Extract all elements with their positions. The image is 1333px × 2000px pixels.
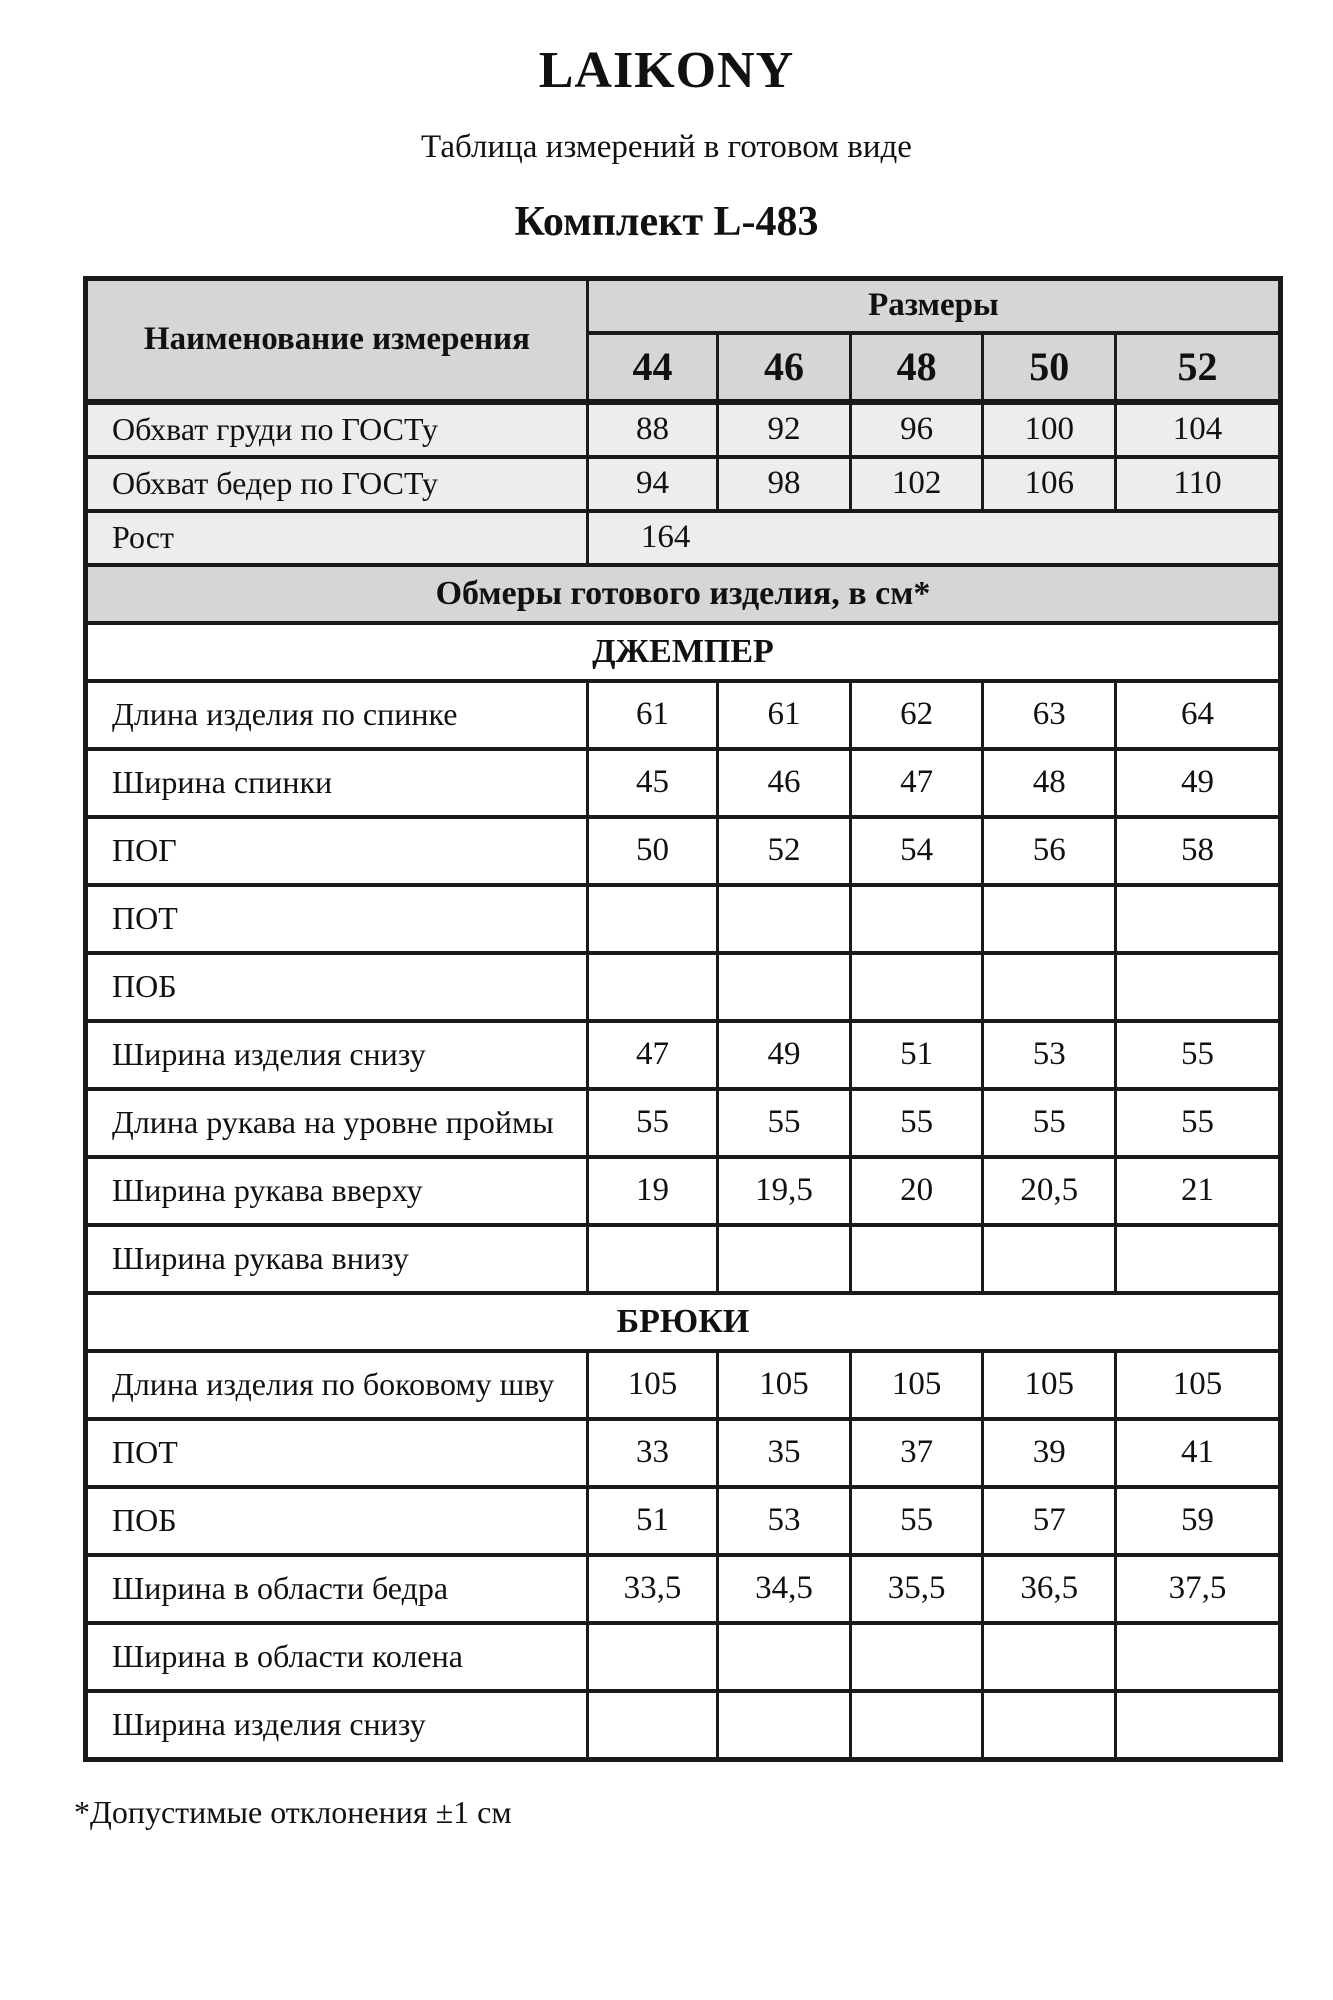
- row-value: 96: [850, 402, 983, 457]
- measurement-table: [83, 276, 1283, 1762]
- row-value: 46: [718, 749, 851, 817]
- row-value: 41: [1116, 1419, 1281, 1487]
- row-value: 56: [983, 817, 1116, 885]
- row-value: [1116, 1623, 1281, 1691]
- row-value: 49: [1116, 749, 1281, 817]
- table-row: [86, 749, 1281, 817]
- row-value: 98: [718, 457, 851, 511]
- row-label: Длина изделия по спинке: [86, 681, 588, 749]
- table-row: [86, 1157, 1281, 1225]
- row-value: [1116, 1225, 1281, 1293]
- row-value: [718, 1691, 851, 1760]
- table-row: [86, 953, 1281, 1021]
- row-value: 92: [718, 402, 851, 457]
- footnote: *Допустимые отклонения ±1 см: [74, 1793, 512, 1830]
- table-row: [86, 1691, 1281, 1760]
- row-value: 105: [718, 1351, 851, 1419]
- row-value: 55: [718, 1089, 851, 1157]
- size-col-header: 48: [850, 333, 983, 402]
- row-value: 64: [1116, 681, 1281, 749]
- row-value: 37,5: [1116, 1555, 1281, 1623]
- section-header: БРЮКИ: [86, 1293, 1281, 1351]
- table-row: [86, 623, 1281, 681]
- row-value: 105: [983, 1351, 1116, 1419]
- row-value: 52: [718, 817, 851, 885]
- row-label: Ширина рукава внизу: [86, 1225, 588, 1293]
- row-value: 19: [587, 1157, 717, 1225]
- table-row: [86, 885, 1281, 953]
- row-label: ПОТ: [86, 1419, 588, 1487]
- row-value: [718, 953, 851, 1021]
- table-row: [86, 1351, 1281, 1419]
- table-body: [86, 402, 1281, 1760]
- row-value: 55: [1116, 1089, 1281, 1157]
- table-row: [86, 1555, 1281, 1623]
- row-value: 19,5: [718, 1157, 851, 1225]
- row-value: [1116, 1691, 1281, 1760]
- row-value: 54: [850, 817, 983, 885]
- row-value: 105: [587, 1351, 717, 1419]
- row-label: ПОБ: [86, 1487, 588, 1555]
- row-value: [587, 1691, 717, 1760]
- row-value: [983, 1623, 1116, 1691]
- row-value: 47: [850, 749, 983, 817]
- row-value: 55: [850, 1487, 983, 1555]
- row-value: 105: [1116, 1351, 1281, 1419]
- row-value: 34,5: [718, 1555, 851, 1623]
- row-value: 57: [983, 1487, 1116, 1555]
- row-value: 104: [1116, 402, 1281, 457]
- table-row: [86, 402, 1281, 457]
- row-value: [587, 953, 717, 1021]
- row-value: 55: [587, 1089, 717, 1157]
- size-col-header: 44: [587, 333, 717, 402]
- row-value: 49: [718, 1021, 851, 1089]
- row-value: 51: [850, 1021, 983, 1089]
- brand-title: LAIKONY: [538, 42, 795, 99]
- row-label: Длина изделия по боковому шву: [86, 1351, 588, 1419]
- row-value: 20: [850, 1157, 983, 1225]
- product-title: Комплект L-483: [514, 199, 819, 246]
- size-col-header: 46: [718, 333, 851, 402]
- measurement-name-header: Наименование измерения: [86, 278, 588, 402]
- table-subtitle: Таблица измерений в готовом виде: [421, 129, 912, 166]
- row-value: [983, 953, 1116, 1021]
- row-value: 110: [1116, 457, 1281, 511]
- row-value: [718, 885, 851, 953]
- row-value: 94: [587, 457, 717, 511]
- row-label: Ширина изделия снизу: [86, 1691, 588, 1760]
- row-value: 102: [850, 457, 983, 511]
- row-value: [983, 885, 1116, 953]
- row-value: [983, 1225, 1116, 1293]
- row-label: Ширина в области бедра: [86, 1555, 588, 1623]
- row-value: 51: [587, 1487, 717, 1555]
- row-value: [718, 1623, 851, 1691]
- table-row: [86, 565, 1281, 623]
- row-merged-value: 164: [587, 511, 1280, 565]
- row-value: 59: [1116, 1487, 1281, 1555]
- table-row: [86, 1487, 1281, 1555]
- row-label: ПОГ: [86, 817, 588, 885]
- row-value: 106: [983, 457, 1116, 511]
- table-header-row: [86, 278, 1281, 333]
- table-row: [86, 1293, 1281, 1351]
- row-value: 47: [587, 1021, 717, 1089]
- section-header: ДЖЕМПЕР: [86, 623, 1281, 681]
- row-value: [850, 953, 983, 1021]
- row-value: 105: [850, 1351, 983, 1419]
- row-value: [850, 1623, 983, 1691]
- row-value: [1116, 953, 1281, 1021]
- row-value: 62: [850, 681, 983, 749]
- sizes-header: Размеры: [587, 278, 1280, 333]
- row-value: 37: [850, 1419, 983, 1487]
- row-label: Рост: [86, 511, 588, 565]
- row-value: [850, 885, 983, 953]
- row-value: 61: [718, 681, 851, 749]
- table-row: [86, 681, 1281, 749]
- row-value: 63: [983, 681, 1116, 749]
- row-value: 33: [587, 1419, 717, 1487]
- row-label: Ширина рукава вверху: [86, 1157, 588, 1225]
- row-value: 55: [850, 1089, 983, 1157]
- row-value: 50: [587, 817, 717, 885]
- row-value: 48: [983, 749, 1116, 817]
- row-label: Длина рукава на уровне проймы: [86, 1089, 588, 1157]
- row-value: 35: [718, 1419, 851, 1487]
- row-value: 35,5: [850, 1555, 983, 1623]
- row-value: [850, 1691, 983, 1760]
- row-value: [718, 1225, 851, 1293]
- row-value: [587, 885, 717, 953]
- row-label: Ширина изделия снизу: [86, 1021, 588, 1089]
- row-value: 88: [587, 402, 717, 457]
- table-row: [86, 817, 1281, 885]
- table-row: [86, 457, 1281, 511]
- row-value: 55: [983, 1089, 1116, 1157]
- table-row: [86, 1089, 1281, 1157]
- row-value: [587, 1225, 717, 1293]
- row-value: [587, 1623, 717, 1691]
- row-label: ПОТ: [86, 885, 588, 953]
- row-value: 33,5: [587, 1555, 717, 1623]
- table-row: [86, 1623, 1281, 1691]
- table-header: [86, 278, 1281, 402]
- row-label: Обхват бедер по ГОСТу: [86, 457, 588, 511]
- table-row: [86, 511, 1281, 565]
- row-value: 61: [587, 681, 717, 749]
- row-value: [850, 1225, 983, 1293]
- table-row: [86, 1225, 1281, 1293]
- row-value: 100: [983, 402, 1116, 457]
- row-value: [983, 1691, 1116, 1760]
- row-label: ПОБ: [86, 953, 588, 1021]
- row-label: Обхват груди по ГОСТу: [86, 402, 588, 457]
- size-col-header: 52: [1116, 333, 1281, 402]
- size-col-header: 50: [983, 333, 1116, 402]
- row-value: 39: [983, 1419, 1116, 1487]
- row-label: Ширина спинки: [86, 749, 588, 817]
- row-value: 21: [1116, 1157, 1281, 1225]
- row-value: 55: [1116, 1021, 1281, 1089]
- row-value: 20,5: [983, 1157, 1116, 1225]
- table-row: [86, 1419, 1281, 1487]
- row-label: Ширина в области колена: [86, 1623, 588, 1691]
- row-value: 53: [983, 1021, 1116, 1089]
- section-header: Обмеры готового изделия, в см*: [86, 565, 1281, 623]
- row-value: 58: [1116, 817, 1281, 885]
- row-value: 36,5: [983, 1555, 1116, 1623]
- row-value: 45: [587, 749, 717, 817]
- row-value: 53: [718, 1487, 851, 1555]
- row-value: [1116, 885, 1281, 953]
- table-row: [86, 1021, 1281, 1089]
